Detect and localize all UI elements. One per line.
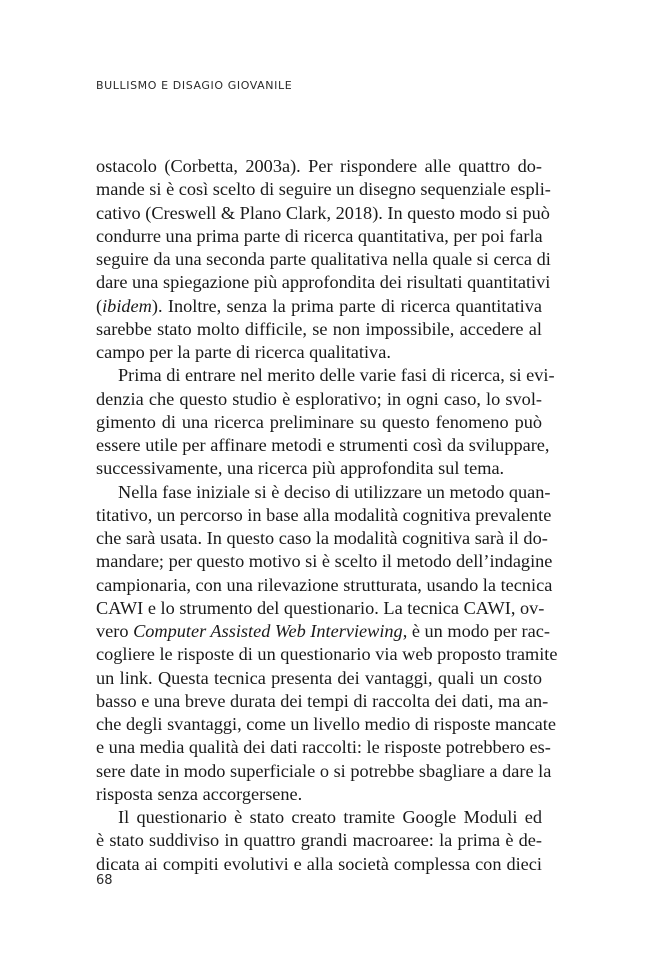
text-line: risposta senza accorgersene. — [96, 783, 303, 804]
text-line: successivamente, una ricerca più approfondita sul tema. — [96, 458, 505, 479]
text-line: basso e una breve durata dei tempi di raccolta dei dati, ma an- — [96, 690, 549, 711]
text-line: ostacolo (Corbetta, 2003a). Per rispondere alle quattro do- — [96, 156, 542, 176]
running-head: BULLISMO E DISAGIO GIOVANILE — [96, 79, 293, 92]
text-line: cativo (Creswell & Plano Clark, 2018). In questo modo si può — [96, 202, 550, 223]
text-line: campo per la parte di ricerca qualitativa. — [96, 342, 391, 362]
text-line: Prima di entrare nel merito delle varie fasi di ricerca, si evi- — [118, 365, 555, 386]
text-line: essere utile per affinare metodi e strumenti così da sviluppare, — [96, 435, 550, 455]
text-line: titativo, un percorso in base alla modalità cognitiva prevalente — [96, 504, 552, 525]
text-line: denzia che questo studio è esplorativo; in ogni caso, lo svol- — [96, 388, 542, 409]
text-line: che sarà usata. In questo caso la modalità cognitiva sarà il do- — [96, 528, 548, 548]
text-line: condurre una prima parte di ricerca quantitativa, per poi farla — [96, 225, 543, 246]
text-line: che degli svantaggi, come un livello medio di risposte mancate — [96, 714, 556, 734]
text-line: sarebbe stato molto difficile, se non impossibile, accedere al — [96, 318, 542, 339]
text-line: dare una spiegazione più approfondita dei risultati quantitativi — [96, 272, 551, 293]
text-line: seguire da una seconda parte qualitativa nella quale si cerca di — [96, 249, 551, 269]
text-line: sere date in modo superficiale o si potrebbe sbagliare a dare la — [96, 760, 552, 781]
text-line: gimento di una ricerca preliminare su questo fenomeno può — [96, 411, 542, 432]
paragraph — [96, 155, 551, 364]
text-line: mandare; per questo motivo si è scelto il metodo dell’indagine — [96, 551, 553, 572]
text-line: (ibidem). Inoltre, senza la prima parte di ricerca quantitativa — [96, 295, 542, 316]
paragraph — [96, 806, 542, 876]
text-line: vero Computer Assisted Web Interviewing, è un modo per rac- — [96, 621, 550, 641]
text-line: cogliere le risposte di un questionario via web proposto tramite — [96, 644, 558, 665]
paragraph — [96, 364, 555, 480]
text-line: e una media qualità dei dati raccolti: le risposte potrebbero es- — [96, 737, 551, 758]
paragraph — [96, 481, 558, 807]
text-line: dicata ai compiti evolutivi e alla società complessa con dieci — [96, 853, 542, 874]
text-line: mande si è così scelto di seguire un disegno sequenziale espli- — [96, 179, 551, 200]
text-line: campionaria, con una rilevazione strutturata, usando la tecnica — [96, 574, 553, 595]
text-line: è stato suddiviso in quattro grandi macroaree: la prima è de- — [96, 830, 542, 851]
text-line: Il questionario è stato creato tramite Google Moduli ed — [118, 807, 542, 827]
text-line: Nella fase iniziale si è deciso di utilizzare un metodo quan- — [118, 481, 551, 502]
text-line: un link. Questa tecnica presenta dei vantaggi, quali un costo — [96, 667, 542, 688]
body-text — [96, 155, 558, 876]
text-line: CAWI e lo strumento del questionario. La tecnica CAWI, ov- — [96, 597, 545, 618]
page-number: 68 — [96, 873, 113, 888]
